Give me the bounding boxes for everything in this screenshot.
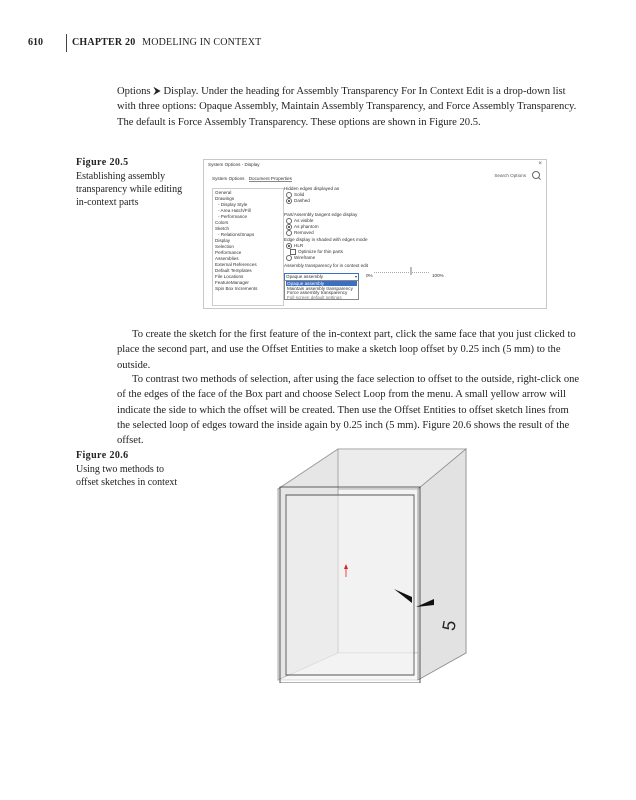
tree-item[interactable]: External References (215, 262, 257, 267)
tree-item[interactable]: Display (215, 238, 231, 243)
radio-selected-icon[interactable] (286, 198, 292, 204)
radio-label: As visible (294, 218, 314, 224)
tree-item[interactable]: Performance (215, 250, 242, 255)
chevron-down-icon[interactable]: ▾ (354, 274, 357, 279)
close-icon[interactable]: × (538, 161, 542, 167)
tree-item[interactable]: Sketch (215, 226, 230, 231)
dialog-tabs (212, 176, 295, 181)
page-number: 610 (28, 37, 43, 48)
assembly-transparency-heading: Assembly transparency for in context edit (284, 263, 369, 268)
dropdown-option-opaque[interactable]: Opaque assembly (286, 281, 357, 286)
tree-item[interactable]: FeatureManager (215, 280, 249, 285)
dropdown-option-full-screen[interactable]: Full screen default settings (287, 294, 342, 300)
radio-label: Removed (294, 230, 314, 236)
radio-label: Wireframe (294, 255, 316, 261)
tree-item[interactable]: Spin Box Increments (215, 286, 258, 291)
dropdown-option-maintain[interactable]: Maintain assembly transparency (287, 285, 353, 291)
dropdown-option-force[interactable]: Force assembly transparency (287, 290, 348, 295)
tree-item[interactable]: - Relations/Snaps (218, 232, 255, 237)
chapter-title: MODELING IN CONTEXT (142, 37, 262, 48)
options-tree (212, 188, 284, 306)
radio-label: Solid (294, 192, 305, 198)
dimension-label: 5 (438, 618, 460, 633)
search-options-field[interactable]: Search Options (494, 173, 526, 178)
tree-item[interactable]: - Performance (218, 214, 248, 219)
figure-20-5-label: Figure 20.5 (76, 157, 129, 168)
tree-item[interactable]: File Locations (215, 274, 244, 279)
dialog-title: System Options - Display (208, 162, 260, 167)
radio-label: Dashed (294, 198, 310, 204)
hidden-edges-heading: Hidden edges displayed as (284, 186, 340, 191)
radio-icon[interactable] (286, 230, 292, 236)
paragraph-3: To contrast two methods of selection, after using the face selection to offset to the outside, right-click one of the edges of the face of the Box part and choose Select Loop from the menu. A small yellow arrow will indicate the side to which the offset will be created. Then use the Offset Entities to offset sketch lines from the selected loop of edges toward the inside again by 0.25 inch (5 mm). Figure 20.6 shows the result of the offset. (117, 374, 580, 447)
system-options-dialog (203, 159, 547, 309)
transparency-slider-thumb[interactable] (410, 267, 412, 275)
tab-document-properties[interactable]: Document Properties (248, 176, 292, 181)
tree-item[interactable]: Colors (215, 220, 229, 225)
radio-icon[interactable] (286, 255, 292, 261)
figure-20-5-caption: Establishing assembly transparency while editing in-context parts (76, 171, 183, 208)
edge-display-heading: Edge display in shaded with edges mode (284, 237, 368, 242)
transparency-slider-track[interactable] (374, 272, 429, 274)
offset-sketch-box-figure (276, 447, 476, 683)
radio-label: HLR (294, 243, 304, 249)
tree-item[interactable]: Drawings (215, 196, 235, 201)
header-divider (66, 34, 67, 52)
assembly-transparency-dropdown (284, 280, 359, 300)
running-header (72, 37, 261, 48)
tree-item[interactable]: Assemblies (215, 256, 239, 261)
tree-item[interactable]: General (215, 190, 232, 195)
figure-20-6-label: Figure 20.6 (76, 450, 129, 461)
tab-system-options[interactable]: System Options (212, 176, 245, 181)
radio-wireframe[interactable] (286, 255, 315, 261)
tree-item[interactable]: - Display Style (218, 202, 248, 207)
slider-min-label: 0% (366, 273, 373, 278)
tangent-edge-heading: Part/Assembly tangent edge display (284, 212, 358, 217)
radio-label: As phantom (294, 224, 319, 230)
chapter-label: CHAPTER 20 (72, 37, 136, 48)
tree-item[interactable]: - Area Hatch/Fill (218, 208, 251, 213)
tree-item[interactable]: Default Templates (215, 268, 252, 273)
figure-20-6-caption: Using two methods to offset sketches in context (76, 464, 178, 488)
select-value: Opaque assembly (286, 274, 324, 279)
paragraph-2: To create the sketch for the first feature of the in-context part, click the same face that you just clicked to place the second part, and use the Offset Entities to make a sketch loop offset by 0.25 inch (5 mm) to the outside. (117, 329, 576, 371)
radio-removed[interactable] (286, 230, 314, 236)
slider-max-label: 100% (432, 273, 444, 278)
tree-item[interactable]: Selection (215, 244, 234, 249)
radio-dashed[interactable] (286, 198, 310, 204)
checkbox-label: Optimize for thin parts (298, 249, 343, 255)
search-icon[interactable] (532, 171, 540, 179)
intro-paragraph: Options ⮞ Display. Under the heading for Assembly Transparency For In Context Edit is a drop-down list with three options: Opaque Assembly, Maintain Assembly Transparency, and Force Assembly Transparency. The default is Force Assembly Transparency. These options are shown in Figure 20.5. (117, 86, 577, 128)
